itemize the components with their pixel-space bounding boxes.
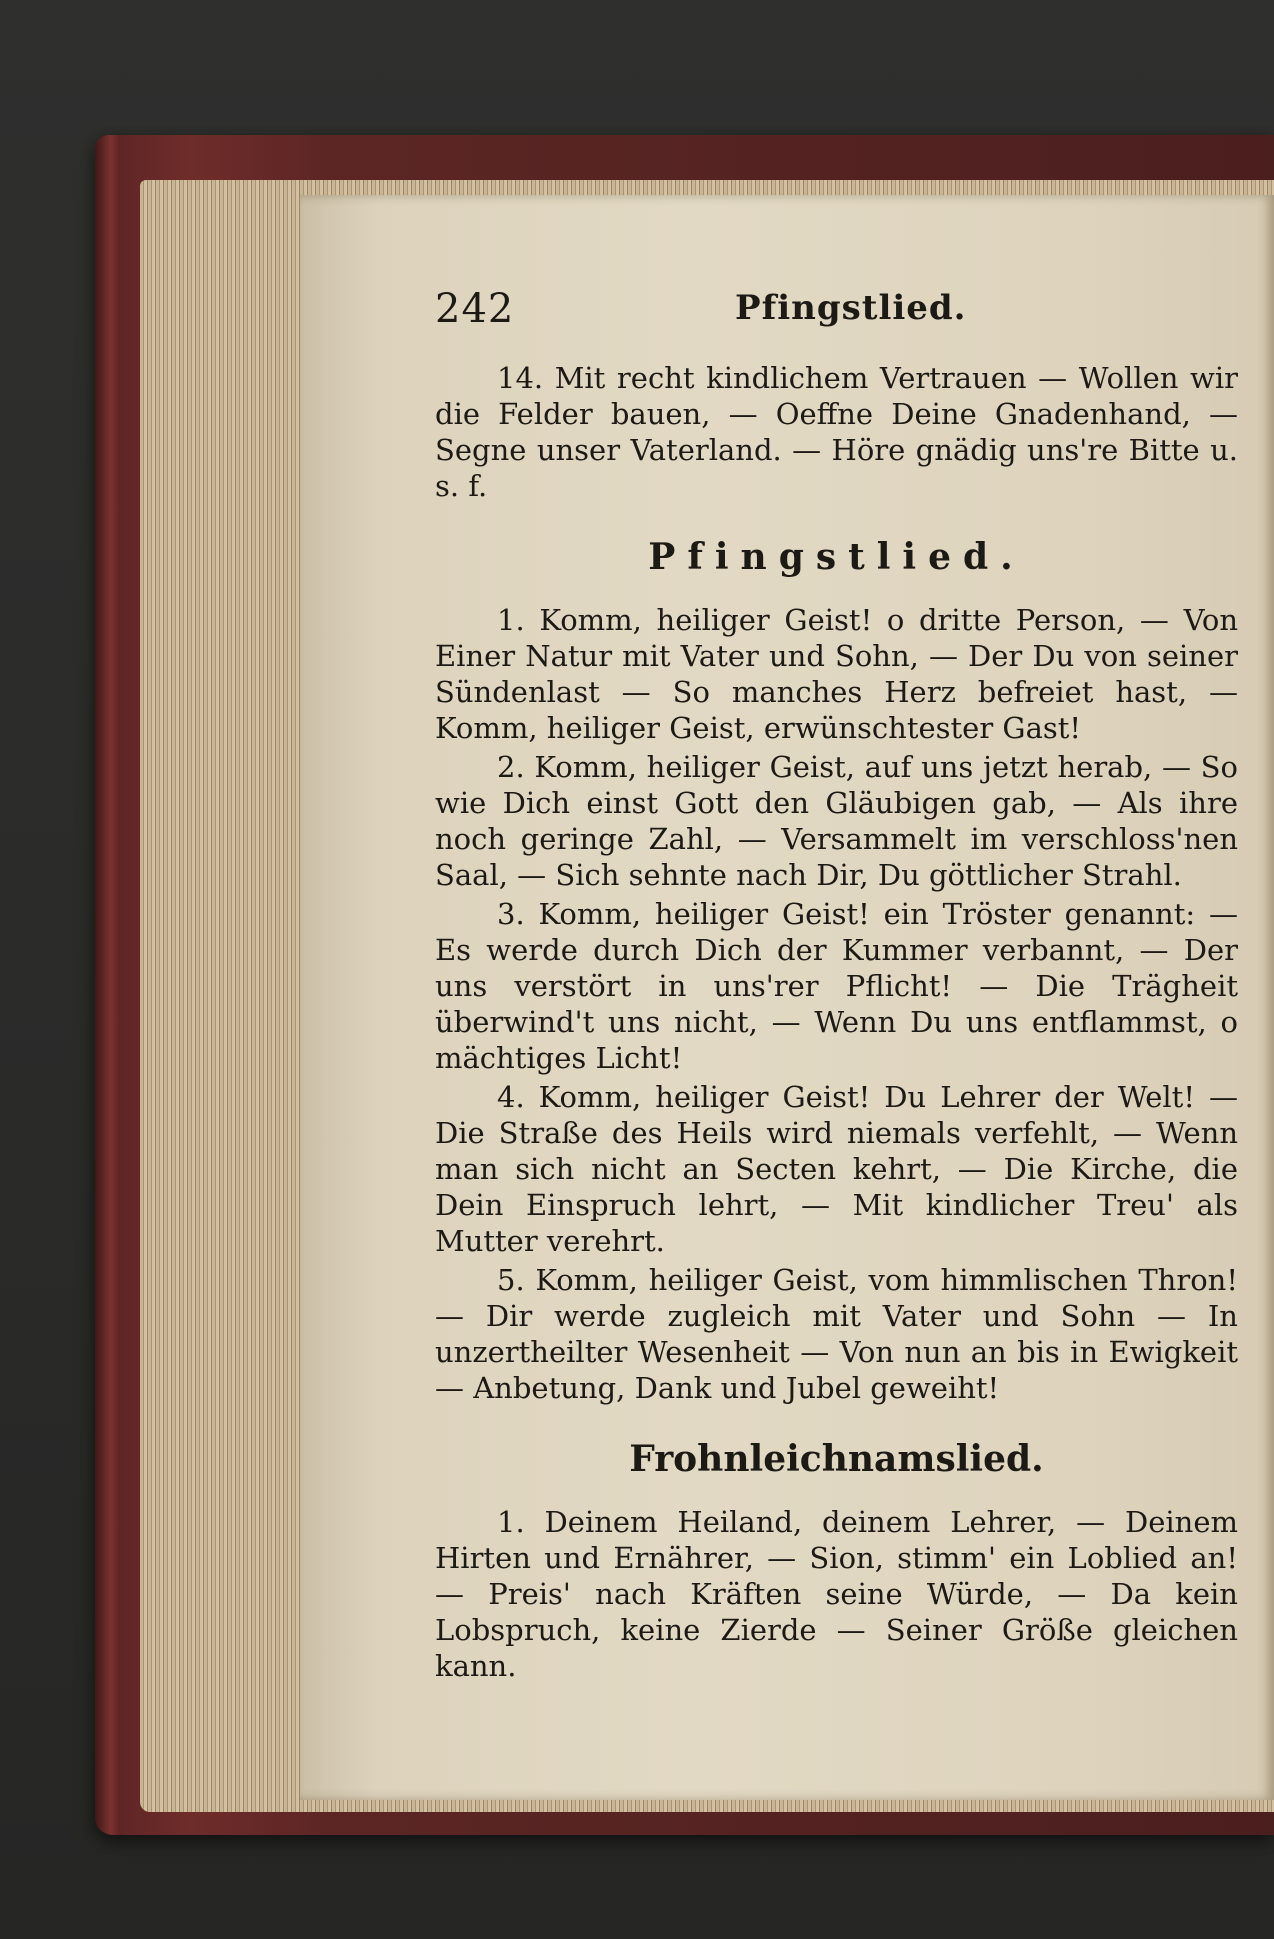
running-title: Pfingstlied. (735, 288, 967, 328)
stanza-5: 5. Komm, heiliger Geist, vom himmlischen Thron! — Dir werde zugleich mit Vater und Sohn — In unzertheilter Wesenheit — Von nun an bis in Ewigkeit — Anbetung, Dank und Jubel geweiht! (435, 1263, 1238, 1405)
stanza-3: 3. Komm, heiliger Geist! ein Tröster genannt: — Es werde durch Dich der Kummer verbannt, — Der uns verstört in uns'rer Pflicht! — Die Trägheit überwind't uns nicht, — Wenn Du uns entflammst, o mächtiges Licht! (435, 897, 1238, 1075)
section-title-pfingstlied: Pfingstlied. (648, 536, 1025, 578)
page-content (435, 280, 1238, 1687)
stanza-1: 1. Komm, heiliger Geist! o dritte Person, — Von Einer Natur mit Vater und Sohn, — Der Du von seiner Sündenlast — So manches Herz befreiet hast, — Komm, heiliger Geist, erwünschtester Gast! (435, 603, 1238, 745)
page-number: 242 (435, 286, 515, 332)
page-header (435, 280, 1238, 340)
intro-stanza: 14. Mit recht kindlichem Vertrauen — Wollen wir die Felder bauen, — Oeffne Deine Gnadenhand, — Segne unser Vaterland. — Höre gnädig uns're Bitte u. s. f. (435, 361, 1238, 503)
book-spine-edge (95, 135, 121, 1835)
stanza-4: 4. Komm, heiliger Geist! Du Lehrer der Welt! — Die Straße des Heils wird niemals verfehlt, — Wenn man sich nicht an Secten kehrt, — Die Kirche, die Dein Einspruch lehrt, — Mit kindlicher Treu' als Mutter verehrt. (435, 1080, 1238, 1258)
section-title-frohnleichnamslied: Frohnleichnamslied. (629, 1438, 1044, 1480)
frohnleichnam-stanza-1: 1. Deinem Heiland, deinem Lehrer, — Deinem Hirten und Ernährer, — Sion, stimm' ein Loblied an! — Preis' nach Kräften seine Würde, — Da kein Lobspruch, keine Zierde — Seiner Größe gleichen kann. (435, 1505, 1238, 1683)
stanza-2: 2. Komm, heiliger Geist, auf uns jetzt herab, — So wie Dich einst Gott den Gläubigen gab, — Als ihre noch geringe Zahl, — Versammelt im verschloss'nen Saal, — Sich sehnte nach Dir, Du göttlicher Strahl. (435, 750, 1238, 892)
